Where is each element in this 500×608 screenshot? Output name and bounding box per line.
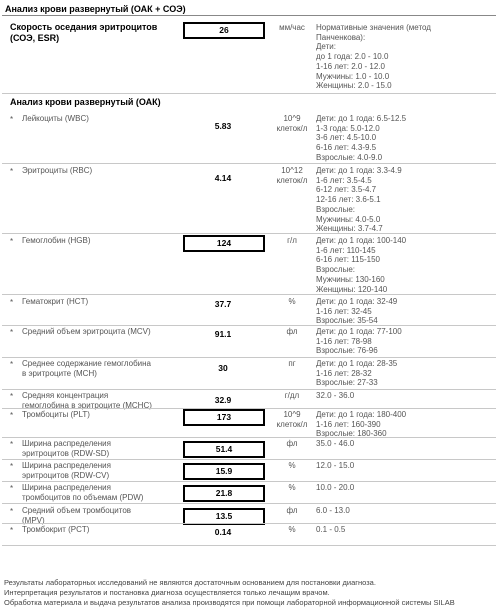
text-line: 10^12 xyxy=(281,166,303,175)
text-line: 1-16 лет: 160-390 xyxy=(316,419,381,429)
text-line: 1-16 лет: 32-45 xyxy=(316,306,372,316)
test-unit xyxy=(275,327,309,337)
text-line: 1-16 лет: 78-98 xyxy=(316,336,372,346)
text-line: Гемоглобин (HGB) xyxy=(22,236,91,245)
text-line: Взрослые: xyxy=(316,265,355,275)
text-line: пг xyxy=(288,359,296,368)
esr-unit xyxy=(275,23,309,33)
test-unit xyxy=(275,410,309,430)
test-value: 91.1 xyxy=(214,329,232,339)
reference-range xyxy=(316,359,496,388)
text-line: Мужчины: 1.0 - 10.0 xyxy=(316,71,390,81)
text-line: 32.0 - 36.0 xyxy=(316,391,355,400)
text-line: эритроцитов (RDW-SD) xyxy=(22,449,110,458)
text-line: Взрослые: 4.0-9.0 xyxy=(316,152,383,162)
text-line: 6.0 - 13.0 xyxy=(316,506,350,515)
test-unit xyxy=(275,166,309,186)
reference-range xyxy=(316,506,496,516)
text-line: 10^9 xyxy=(283,410,301,419)
row-divider xyxy=(2,503,496,504)
test-name xyxy=(22,461,172,481)
text-line: 1-6 лет: 110-145 xyxy=(316,245,376,255)
test-value: 30 xyxy=(218,363,228,373)
row-marker: * xyxy=(10,484,14,493)
test-name xyxy=(22,525,172,535)
reference-range xyxy=(316,166,496,234)
test-value: 173 xyxy=(183,409,265,426)
text-line: Лейкоциты (WBC) xyxy=(22,114,89,123)
text-line: 6-16 лет: 4.3-9.5 xyxy=(316,143,377,153)
row-marker: * xyxy=(10,167,14,176)
text-line: Дети: до 1 года: 32-49 xyxy=(316,297,398,306)
test-value: 13.5 xyxy=(183,508,265,525)
reference-range xyxy=(316,410,496,439)
text-line: г/дл xyxy=(284,391,300,400)
esr-name xyxy=(10,22,180,44)
row-marker: * xyxy=(10,411,14,420)
test-unit xyxy=(275,359,309,369)
text-line: Взрослые: 35-54 xyxy=(316,316,378,326)
disclaimer xyxy=(4,578,500,608)
text-line: клеток/л xyxy=(276,420,308,429)
text-line: 6-16 лет: 115-150 xyxy=(316,255,380,265)
text-line: 1-16 лет: 2.0 - 12.0 xyxy=(316,61,385,71)
text-line: г/л xyxy=(287,236,297,245)
row-marker: * xyxy=(10,462,14,471)
row-marker: * xyxy=(10,440,14,449)
text-line: Гематокрит (HCT) xyxy=(22,297,89,306)
text-line: 10.0 - 20.0 xyxy=(316,483,355,492)
text-line: Дети: до 1 года: 77-100 xyxy=(316,327,402,336)
text-line: Панченкова): xyxy=(316,32,366,42)
text-line: 12-16 лет: 3.6-5.1 xyxy=(316,195,381,205)
text-line: эритроцитов (RDW-CV) xyxy=(22,471,110,480)
text-line: в эритроците (MCH) xyxy=(22,369,97,378)
reference-range xyxy=(316,114,496,163)
text-line: Тромбокрит (PCT) xyxy=(22,525,90,534)
test-value: 4.14 xyxy=(214,173,232,183)
text-line: % xyxy=(288,297,296,306)
text-line: 1-3 года: 5.0-12.0 xyxy=(316,123,380,133)
test-name xyxy=(22,114,172,124)
text-line: до 1 года: 2.0 - 10.0 xyxy=(316,52,389,62)
test-value: 15.9 xyxy=(183,463,265,480)
text-line: 35.0 - 46.0 xyxy=(316,439,355,448)
text-line: фл xyxy=(286,506,298,515)
test-unit xyxy=(275,439,309,449)
row-marker: * xyxy=(10,526,14,535)
text-line: Дети: до 1 года: 100-140 xyxy=(316,236,407,245)
reference-range xyxy=(316,483,496,493)
row-marker: * xyxy=(10,328,14,337)
test-name xyxy=(22,327,172,337)
test-value: 5.83 xyxy=(214,121,232,131)
header-divider xyxy=(2,15,496,16)
text-line: Мужчины: 130-160 xyxy=(316,274,385,284)
test-name xyxy=(22,359,172,379)
row-divider xyxy=(2,163,496,164)
reference-range xyxy=(316,236,496,294)
section-title-oak: Анализ крови развернутый (ОАК) xyxy=(10,97,161,107)
text-line: Интерпретация результатов и постановка диагноза осуществляется только лечащим врачом. xyxy=(4,588,330,597)
text-line: Эритроциты (RBC) xyxy=(22,166,93,175)
text-line: Скорость оседания эритроцитов xyxy=(10,22,158,32)
text-line: 1-6 лет: 3.5-4.5 xyxy=(316,175,372,185)
reference-range xyxy=(316,439,496,449)
text-line: Взрослые: 180-360 xyxy=(316,429,387,439)
row-marker: * xyxy=(10,115,14,124)
text-line: Взрослые: 27-33 xyxy=(316,378,378,388)
text-line: фл xyxy=(286,327,298,336)
text-line: % xyxy=(288,461,296,470)
row-marker: * xyxy=(10,298,14,307)
text-line: тромбоцитов по объемам (PDW) xyxy=(22,493,144,502)
text-line: (MPV) xyxy=(22,516,45,525)
test-unit xyxy=(275,297,309,307)
text-line: Среднее содержание гемоглобина xyxy=(22,359,152,368)
row-divider xyxy=(2,389,496,390)
text-line: Обработка материала и выдача результатов анализа производятся при помощи лабораторной информационной системы SILAB xyxy=(4,598,455,607)
row-divider xyxy=(2,437,496,438)
text-line: 1-16 лет: 28-32 xyxy=(316,368,372,378)
text-line: Ширина распределения xyxy=(22,439,111,448)
reference-range xyxy=(316,327,496,356)
row-divider xyxy=(2,357,496,358)
text-line: Ширина распределения xyxy=(22,461,111,470)
test-unit xyxy=(275,483,309,493)
test-name xyxy=(22,297,172,307)
row-divider xyxy=(2,459,496,460)
text-line: Дети: до 1 года: 180-400 xyxy=(316,410,407,419)
text-line: клеток/л xyxy=(276,176,308,185)
text-line: % xyxy=(288,525,296,534)
text-line: Взрослые: xyxy=(316,204,355,214)
test-value: 32.9 xyxy=(214,395,232,405)
report-title: Анализ крови развернутый (ОАК + СОЭ) xyxy=(5,4,186,14)
esr-value: 26 xyxy=(183,22,265,39)
text-line: Мужчины: 4.0-5.0 xyxy=(316,214,381,224)
text-line: Женщины: 3.7-4.7 xyxy=(316,224,383,234)
reference-range xyxy=(316,461,496,471)
text-line: Дети: до 1 года: 6.5-12.5 xyxy=(316,114,407,123)
test-unit xyxy=(275,391,309,401)
text-line: Средний объем тромбоцитов xyxy=(22,506,132,515)
text-line: 3-6 лет: 4.5-10.0 xyxy=(316,133,377,143)
row-divider xyxy=(2,523,496,524)
text-line: % xyxy=(288,483,296,492)
reference-range xyxy=(316,391,496,401)
text-line: Результаты лабораторных исследований не являются достаточным основанием для постановки диагноза. xyxy=(4,578,376,587)
row-divider xyxy=(2,294,496,295)
test-name xyxy=(22,410,172,420)
row-marker: * xyxy=(10,507,14,516)
text-line: Женщины: 2.0 - 15.0 xyxy=(316,81,392,91)
test-name xyxy=(22,166,172,176)
text-line: Дети: xyxy=(316,42,336,52)
test-name xyxy=(22,236,172,246)
row-marker: * xyxy=(10,360,14,369)
reference-range xyxy=(316,525,496,535)
test-value: 21.8 xyxy=(183,485,265,502)
row-marker: * xyxy=(10,392,14,401)
text-line: Средний объем эритроцита (MCV) xyxy=(22,327,151,336)
test-unit xyxy=(275,114,309,134)
esr-norm xyxy=(316,23,496,91)
text-line: (СОЭ, ESR) xyxy=(10,33,60,43)
test-unit xyxy=(275,461,309,471)
text-line: фл xyxy=(286,439,298,448)
text-line: Дети: до 1 года: 28-35 xyxy=(316,359,398,368)
text-line: Средняя концентрация xyxy=(22,391,109,400)
text-line: клеток/л xyxy=(276,124,308,133)
test-value: 124 xyxy=(183,235,265,252)
text-line: Взрослые: 76-96 xyxy=(316,346,378,356)
text-line: мм/час xyxy=(279,23,305,32)
text-line: гемоглобина в эритроците (MCHC) xyxy=(22,401,152,410)
test-unit xyxy=(275,236,309,246)
row-divider xyxy=(2,545,496,546)
text-line: 6-12 лет: 3.5-4.7 xyxy=(316,185,377,195)
row-marker: * xyxy=(10,237,14,246)
test-name xyxy=(22,439,172,459)
row-divider xyxy=(2,325,496,326)
row-divider xyxy=(2,481,496,482)
text-line: Нормативные значения (метод xyxy=(316,23,431,32)
test-value: 51.4 xyxy=(183,441,265,458)
test-unit xyxy=(275,525,309,535)
text-line: 0.1 - 0.5 xyxy=(316,525,346,534)
row-divider xyxy=(2,233,496,234)
text-line: Дети: до 1 года: 3.3-4.9 xyxy=(316,166,402,175)
test-value: 0.14 xyxy=(214,527,232,537)
esr-divider xyxy=(2,93,496,94)
reference-range xyxy=(316,297,496,326)
test-value: 37.7 xyxy=(214,299,232,309)
test-name xyxy=(22,483,172,503)
text-line: Тромбоциты (PLT) xyxy=(22,410,90,419)
text-line: Ширина распределения xyxy=(22,483,111,492)
test-unit xyxy=(275,506,309,516)
text-line: Женщины: 120-140 xyxy=(316,284,388,294)
text-line: 10^9 xyxy=(283,114,301,123)
text-line: 12.0 - 15.0 xyxy=(316,461,355,470)
